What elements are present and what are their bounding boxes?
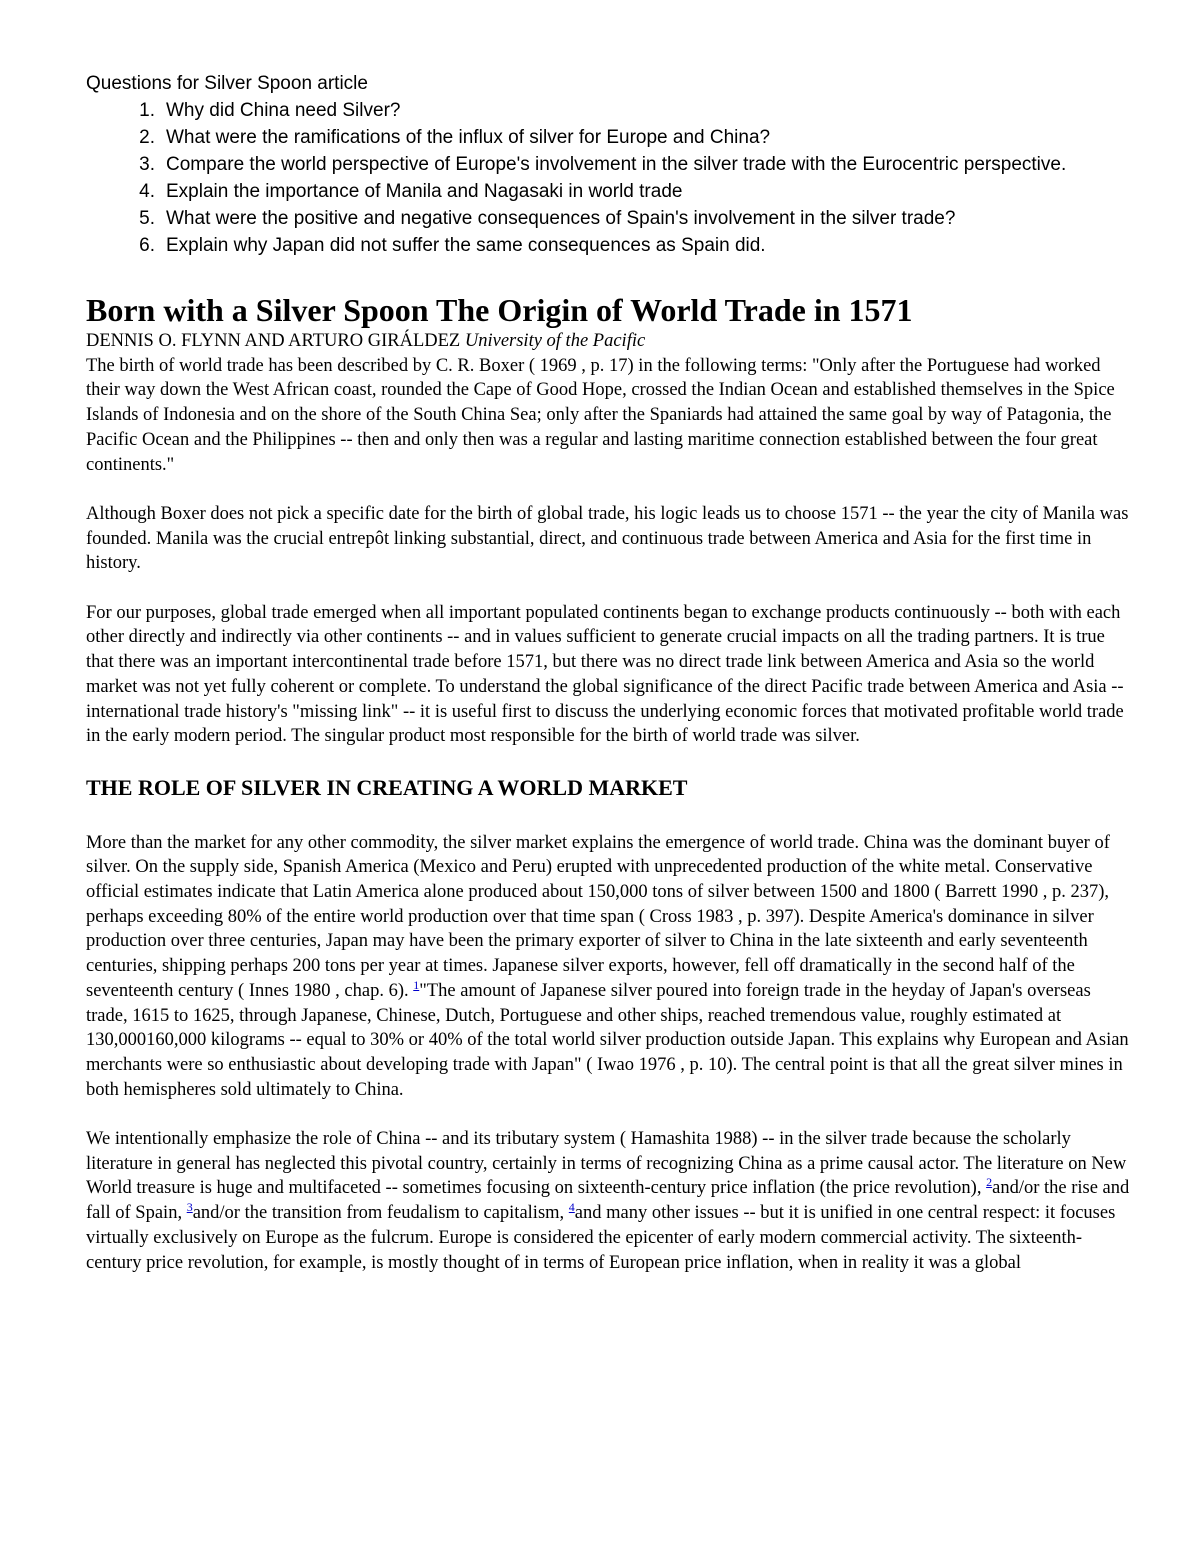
question-number: 2. [139, 127, 155, 148]
question-number: 5. [139, 208, 155, 229]
paragraph-text: and many other issues -- but it is unified in one central respect: it focuses virtually exclusively on Europe as the fulcrum. Europe is considered the epicenter of early modern commercial activity. The sixteenth-century price revolution, for example, is mostly thought of in terms of European price inflation, when in reality it was a global [86, 1203, 1116, 1273]
question-number: 1. [139, 100, 155, 121]
footnote-link-4[interactable]: 4 [568, 1199, 575, 1214]
question-text: What were the positive and negative consequences of Spain's involvement in the silver trade? [166, 208, 956, 229]
paragraph-text: More than the market for any other commodity, the silver market explains the emergence of world trade. China was the dominant buyer of silver. On the supply side, Spanish America (Mexico and Peru) erupted with unprecedented production of the white metal. Conservative official estimates indicate that Latin America alone produced about 150,000 tons of silver between 1500 and 1800 ( Barrett 1990 , p. 237), perhaps exceeding 80% of the entire world production over that time span ( Cross 1983 , p. 397). Despite America's dominance in silver production over three centuries, Japan may have been the primary exporter of silver to China in the late sixteenth and early seventeenth centuries, shipping perhaps 200 tons per year at times. Japanese silver exports, however, fell off dramatically in the second half of the seventeenth century ( Innes 1980 , chap. 6). [86, 832, 1110, 1001]
list-item [86, 178, 1136, 205]
footnote-link-3[interactable]: 3 [186, 1199, 193, 1214]
paragraph-text: "The amount of Japanese silver poured into foreign trade in the heyday of Japan's overseas trade, 1615 to 1625, through Japanese, Chinese, Dutch, Portuguese and other ships, reached tremendous value, roughly estimated at 130,000160,000 kilograms -- equal to 30% or 40% of the total world silver production outside Japan. This explains why European and Asian merchants were so enthusiastic about developing trade with Japan" ( Iwao 1976 , p. 10). The central point is that all the great silver mines in both hemispheres sold ultimately to China. [86, 980, 1129, 1100]
paragraph-global-trade: For our purposes, global trade emerged when all important populated continents began to exchange products continuously -- both with each other directly and indirectly via other continents -- and in values sufficient to generate crucial impacts on all the trading partners. It is true that there was an important intercontinental trade before 1571, but there was no direct trade link between America and Asia so the world market was not yet fully coherent or complete. To understand the global significance of the direct Pacific trade between America and Asia -- international trade history's "missing link" -- it is useful first to discuss the underlying economic forces that motivated profitable world trade in the early modern period. The singular product most responsible for the birth of world trade was silver. [86, 602, 1124, 747]
question-number: 3. [139, 154, 155, 175]
document-page [86, 70, 1136, 1300]
question-text: Compare the world perspective of Europe's involvement in the silver trade with the Eurocentric perspective. [166, 154, 1067, 175]
list-item [86, 151, 1136, 178]
paragraph-silver-market [86, 831, 1136, 1103]
paragraph-china-role [86, 1127, 1136, 1275]
footnote-link-1[interactable]: 1 [413, 977, 420, 992]
paragraph-1571: Although Boxer does not pick a specific date for the birth of global trade, his logic leads us to choose 1571 -- the year the city of Manila was founded. Manila was the crucial entrepôt linking substantial, direct, and continuous trade between America and Asia for the first time in history. [86, 503, 1129, 574]
byline [86, 329, 1136, 354]
list-item [86, 205, 1136, 232]
question-number: 6. [139, 235, 155, 256]
question-text: Explain the importance of Manila and Nagasaki in world trade [166, 181, 683, 202]
list-item [86, 232, 1136, 259]
article-title: Born with a Silver Spoon The Origin of World Trade in 1571 [86, 292, 913, 328]
paragraph-text: and/or the transition from feudalism to capitalism, [192, 1203, 569, 1224]
paragraph-text: We intentionally emphasize the role of China -- and its tributary system ( Hamashita 1988) -- in the silver trade because the scholarly literature in general has neglected this pivotal country, certainly in terms of recognizing China as a prime causal actor. The literature on New World treasure is huge and multifaceted -- sometimes focusing on sixteenth-century price inflation (the price revolution), [86, 1129, 1127, 1199]
questions-list [86, 97, 1136, 259]
list-item [86, 97, 1136, 124]
affiliation: University of the Pacific [464, 331, 646, 351]
question-text: Explain why Japan did not suffer the same consequences as Spain did. [166, 235, 766, 256]
section-heading: THE ROLE OF SILVER IN CREATING A WORLD MARKET [86, 774, 688, 800]
question-text: Why did China need Silver? [166, 100, 401, 121]
intro-paragraph: The birth of world trade has been described by C. R. Boxer ( 1969 , p. 17) in the following terms: "Only after the Portuguese had worked their way down the West African coast, rounded the Cape of Good Hope, crossed the Indian Ocean and established themselves in the Spice Islands of Indonesia and on the shore of the South China Sea; only after the Spaniards had attained the same goal by way of Patagonia, the Pacific Ocean and the Philippines -- then and only then was a regular and lasting maritime connection established between the four great continents." [86, 355, 1115, 475]
authors: DENNIS O. FLYNN AND ARTURO GIRÁLDEZ [86, 331, 461, 351]
questions-heading: Questions for Silver Spoon article [86, 73, 368, 94]
list-item [86, 124, 1136, 151]
paragraph-text: and/or the rise and fall of Spain, [86, 1178, 1130, 1224]
footnote-link-2[interactable]: 2 [986, 1175, 993, 1190]
question-number: 4. [139, 181, 155, 202]
question-text: What were the ramifications of the influx of silver for Europe and China? [166, 127, 771, 148]
